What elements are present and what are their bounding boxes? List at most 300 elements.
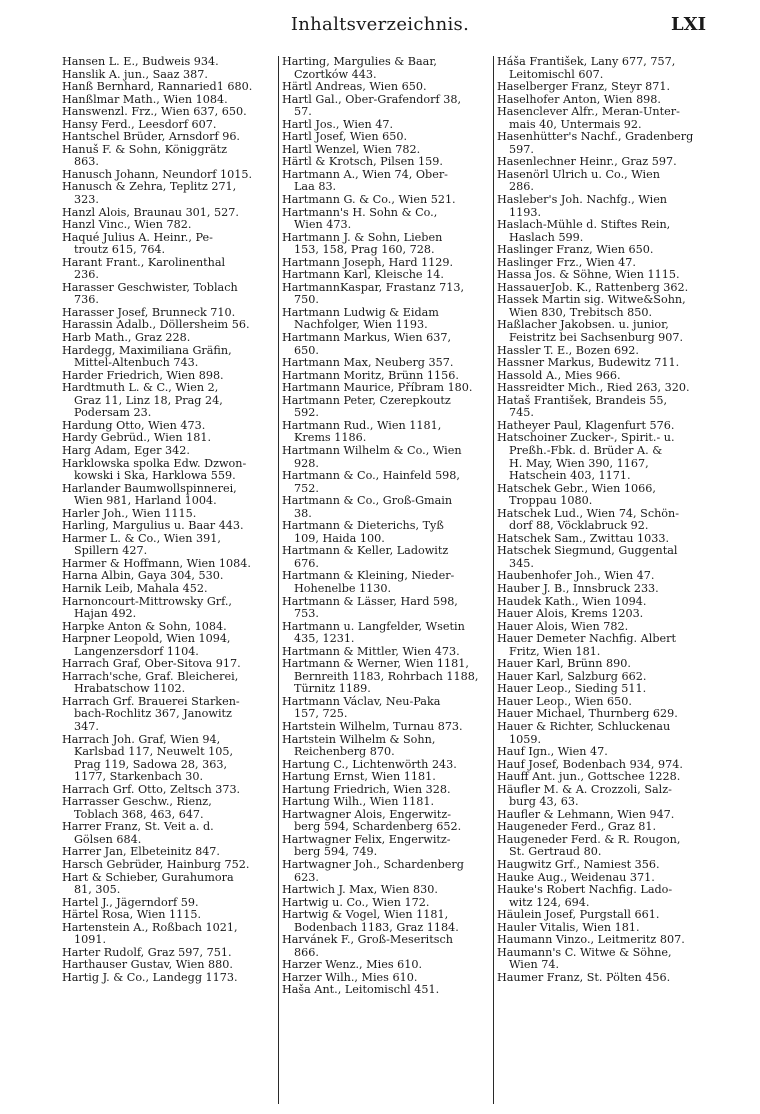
index-entry-line: Harnoncourt-Mittrowsky Grf., <box>62 594 232 608</box>
index-entry-line: Härtl & Krotsch, Pilsen 159. <box>282 155 443 169</box>
index-entry-line: Haufler & Lehmann, Wien 947. <box>497 807 675 821</box>
index-entry-line: Harrach Grf. Otto, Zeltsch 373. <box>62 782 241 796</box>
index-entry <box>282 194 492 207</box>
index-entry-line: Reichenberg 870. <box>294 745 395 759</box>
index-entry-line: HartmannKaspar, Frastanz 713, <box>282 280 465 294</box>
index-entry <box>497 194 709 219</box>
index-entry-line: Harasser Josef, Brunneck 710. <box>62 305 236 319</box>
index-entry <box>282 269 492 282</box>
index-entry <box>497 972 709 985</box>
index-entry-line: Prag 119, Sadowa 28, 363, <box>74 757 228 771</box>
index-entry <box>497 382 709 395</box>
index-entry-line: Hassreidter Mich., Ried 263, 320. <box>497 381 690 395</box>
index-entry <box>62 181 278 206</box>
index-entry-line: Türnitz 1189. <box>294 682 371 696</box>
index-entry-line: Hartmann & Co., Hainfeld 598, <box>282 469 460 483</box>
index-entry-line: 286. <box>509 180 534 194</box>
index-entry-line: Hartung C., Lichtenwörth 243. <box>282 757 457 771</box>
index-entry-line: Hardegg, Maximiliana Gräfin, <box>62 343 232 357</box>
index-entry-line: 753. <box>294 607 319 621</box>
index-entry-line: Harvánek F., Groß-Meseritsch <box>282 933 453 947</box>
index-entry <box>62 445 278 458</box>
index-entry-line: 928. <box>294 456 319 470</box>
index-entry-line: Harrach'sche, Graf. Bleicherei, <box>62 669 239 683</box>
index-entry-line: Haugeneder Ferd., Graz 81. <box>497 820 657 834</box>
index-entry-line: 81, 305. <box>74 883 121 897</box>
index-entry-line: H. May, Wien 390, 1167, <box>509 456 649 470</box>
index-entry-line: berg 594, 749. <box>294 845 378 859</box>
index-entry <box>282 382 492 395</box>
index-entry-line: 597. <box>509 142 534 156</box>
index-entry-line: dorf 88, Vöcklabruck 92. <box>509 519 649 533</box>
index-entry-line: Hrabatschow 1102. <box>74 682 186 696</box>
index-entry <box>282 621 492 646</box>
index-entry-line: Hartmann & Keller, Ladowitz <box>282 544 449 558</box>
index-entry-line: Hassek Martin sig. Witwe&Sohn, <box>497 293 686 307</box>
index-entry-line: Hartmann & Dieterichs, Tyß <box>282 519 444 533</box>
index-entry-line: Hartmann Peter, Czerepkoutz <box>282 393 451 407</box>
index-entry <box>497 294 709 319</box>
index-column-3 <box>497 56 709 984</box>
index-entry-line: Hauer Karl, Salzburg 662. <box>497 669 647 683</box>
index-entry <box>62 922 278 947</box>
index-entry-line: Harrach Joh. Graf, Wien 94, <box>62 732 221 746</box>
index-entry-line: Harklowska spolka Edw. Dzwon- <box>62 456 247 470</box>
index-entry-line: Krems 1186. <box>294 431 367 445</box>
index-entry-line: kowski i Ska, Harklowa 559. <box>74 469 236 483</box>
index-entry-line: Hanzl Alois, Braunau 301, 527. <box>62 205 239 219</box>
index-entry-line: Haßlacher Jakobsen. u. junior, <box>497 318 669 332</box>
index-entry <box>282 834 492 859</box>
index-entry-line: Haumann Vinzo., Leitmeritz 807. <box>497 933 685 947</box>
index-entry-line: Hauber J. B., Innsbruck 233. <box>497 581 659 595</box>
index-entry-line: Hartmann Karl, Kleische 14. <box>282 268 444 282</box>
index-entry-line: Harpner Leopold, Wien 1094, <box>62 632 231 646</box>
index-entry <box>62 533 278 558</box>
index-entry <box>282 282 492 307</box>
index-entry-line: Wien 981, Harland 1004. <box>74 494 217 508</box>
index-entry-line: Harter Rudolf, Graz 597, 751. <box>62 945 232 959</box>
index-entry-line: Harrer Jan, Elbeteinitz 847. <box>62 845 220 859</box>
index-entry-line: Leitomischl 607. <box>509 67 604 81</box>
index-entry <box>282 909 492 934</box>
index-entry <box>282 658 492 696</box>
index-entry-line: Hasenörl Ulrich u. Co., Wien <box>497 167 660 181</box>
index-entry-line: Hauer & Richter, Schluckenau <box>497 719 671 733</box>
index-entry-line: Hauer Leop., Sieding 511. <box>497 682 647 696</box>
index-entry-line: Haselhofer Anton, Wien 898. <box>497 92 661 106</box>
index-entry <box>282 734 492 759</box>
index-entry-line: HassauerJob. K., Rattenberg 362. <box>497 280 689 294</box>
index-entry-line: Hartmann u. Langfelder, Wsetin <box>282 619 465 633</box>
index-entry <box>497 357 709 370</box>
index-entry-line: Hartwig & Vogel, Wien 1181, <box>282 908 449 922</box>
index-entry-line: St. Gertraud 80. <box>509 845 602 859</box>
index-entry <box>282 470 492 495</box>
index-entry-line: Hartenstein A., Roßbach 1021, <box>62 920 238 934</box>
index-entry-line: Hohenelbe 1130. <box>294 581 392 595</box>
index-entry-line: Hartl Jos., Wien 47. <box>282 117 394 131</box>
index-entry <box>282 420 492 445</box>
index-entry-line: Hartwig u. Co., Wien 172. <box>282 895 430 909</box>
index-entry-line: Hartmann & Co., Groß-Gmain <box>282 494 453 508</box>
index-entry <box>497 608 709 621</box>
index-entry-line: 435, 1231. <box>294 632 355 646</box>
index-entry-line: Harrer Franz, St. Veit a. d. <box>62 820 214 834</box>
index-entry-line: 650. <box>294 343 319 357</box>
index-entry-line: Harna Albin, Gaya 304, 530. <box>62 569 224 583</box>
index-entry-line: Hataš František, Brandeis 55, <box>497 393 668 407</box>
index-entry <box>497 784 709 809</box>
index-entry-line: Hanuš F. & Sohn, Königgrätz <box>62 142 228 156</box>
index-entry-line: Harlander Baumwollspinnerei, <box>62 481 237 495</box>
index-entry <box>497 508 709 533</box>
index-entry <box>282 884 492 897</box>
index-entry-line: Hauff Ant. jun., Gottschee 1228. <box>497 770 681 784</box>
index-entry <box>282 232 492 257</box>
index-entry <box>497 244 709 257</box>
index-entry <box>62 596 278 621</box>
index-entry-line: Podersam 23. <box>74 406 152 420</box>
index-entry-line: Hatschek Sam., Zwittau 1033. <box>497 531 670 545</box>
index-entry-line: Wien 74. <box>509 958 560 972</box>
index-entry <box>62 734 278 784</box>
index-entry-line: 745. <box>509 406 534 420</box>
index-entry <box>497 934 709 947</box>
index-entry-line: Haumer Franz, St. Pölten 456. <box>497 970 671 984</box>
index-entry <box>282 332 492 357</box>
index-entry-line: Czortków 443. <box>294 67 377 81</box>
index-entry <box>282 984 492 997</box>
index-entry <box>282 809 492 834</box>
index-entry <box>282 934 492 959</box>
index-entry-line: Hanswenzl. Frz., Wien 637, 650. <box>62 105 247 119</box>
index-entry-line: Hartmann J. & Sohn, Lieben <box>282 230 443 244</box>
index-entry-line: Graz 11, Linz 18, Prag 24, <box>74 393 223 407</box>
index-entry <box>497 583 709 596</box>
index-entry-line: Harb Math., Graz 228. <box>62 331 191 345</box>
index-entry <box>62 633 278 658</box>
index-entry <box>62 972 278 985</box>
index-entry-line: Preßh.-Fbk. d. Brüder A. & <box>509 443 663 457</box>
page-header <box>0 6 760 40</box>
index-entry-line: 866. <box>294 945 319 959</box>
index-entry <box>497 683 709 696</box>
index-entry-line: 157, 725. <box>294 707 348 721</box>
index-entry <box>282 721 492 734</box>
index-entry-line: 736. <box>74 293 99 307</box>
index-entry <box>497 859 709 872</box>
index-entry <box>62 282 278 307</box>
index-entry <box>282 81 492 94</box>
index-entry <box>497 545 709 570</box>
index-entry-line: 57. <box>294 105 312 119</box>
index-entry-line: Mittel-Altenbuch 743. <box>74 356 199 370</box>
index-entry <box>282 207 492 232</box>
index-entry-line: Hauer Karl, Brünn 890. <box>497 657 631 671</box>
index-entry-line: Harnik Leib, Mahala 452. <box>62 581 208 595</box>
index-entry-line: Hauer Leop., Wien 650. <box>497 694 632 708</box>
index-entry-line: Hasleber's Joh. Nachfg., Wien <box>497 193 668 207</box>
index-entry-line: Hartmann Václav, Neu-Paka <box>282 694 441 708</box>
index-entry <box>497 947 709 972</box>
index-entry-line: Hartmann Markus, Wien 637, <box>282 331 451 345</box>
index-entry <box>282 696 492 721</box>
index-entry-line: Hansy Ferd., Leesdorf 607. <box>62 117 217 131</box>
index-entry-line: Hauer Demeter Nachfig. Albert <box>497 632 676 646</box>
column-divider <box>278 56 279 1104</box>
index-entry-line: Harmer L. & Co., Wien 391, <box>62 531 221 545</box>
page-number: LXI <box>670 14 706 35</box>
index-entry-line: Feistritz bei Sachsenburg 907. <box>509 331 684 345</box>
index-entry <box>497 106 709 131</box>
index-entry <box>62 131 278 144</box>
index-entry-line: troutz 615, 764. <box>74 243 166 257</box>
index-entry <box>62 696 278 734</box>
index-entry <box>62 232 278 257</box>
index-entry-line: Hatschoiner Zucker-, Spirit.- u. <box>497 431 675 445</box>
index-entry-line: Hartl Gal., Ober-Grafendorf 38, <box>282 92 461 106</box>
index-entry-line: Harrach Grf. Brauerei Starken- <box>62 694 240 708</box>
index-entry-line: Hartmann's H. Sohn & Co., <box>282 205 438 219</box>
index-entry <box>62 458 278 483</box>
index-entry <box>62 658 278 671</box>
index-entry <box>497 909 709 922</box>
index-entry <box>62 821 278 846</box>
index-entry <box>282 169 492 194</box>
index-entry-line: 1059. <box>509 732 542 746</box>
index-entry-line: Hartig J. & Co., Landegg 1173. <box>62 970 238 984</box>
index-entry-line: Haslach-Mühle d. Stiftes Rein, <box>497 218 671 232</box>
index-entry <box>62 671 278 696</box>
index-entry-line: 153, 158, Prag 160, 728. <box>294 243 435 257</box>
index-entry-line: 109, Haida 100. <box>294 531 385 545</box>
index-entry-line: Hartmann & Mittler, Wien 473. <box>282 644 460 658</box>
index-entry-line: Harzer Wenz., Mies 610. <box>282 958 423 972</box>
index-entry-line: Hardung Otto, Wien 473. <box>62 418 206 432</box>
index-entry <box>282 56 492 81</box>
index-entry-line: Hartmann Wilhelm & Co., Wien <box>282 443 462 457</box>
index-entry-line: Häufler M. & A. Crozzoli, Salz- <box>497 782 672 796</box>
index-entry-line: Hartung Ernst, Wien 1181. <box>282 770 436 784</box>
index-entry-line: 1091. <box>74 933 107 947</box>
index-entry-line: Haslach 599. <box>509 230 584 244</box>
index-entry-line: Hantschel Brüder, Arnsdorf 96. <box>62 130 240 144</box>
index-entry <box>282 570 492 595</box>
index-entry <box>282 94 492 119</box>
index-entry-line: Spillern 427. <box>74 544 148 558</box>
index-entry-line: burg 43, 63. <box>509 795 579 809</box>
index-entry-line: Haselberger Franz, Steyr 871. <box>497 80 671 94</box>
index-entry-line: Hartwagner Felix, Engerwitz- <box>282 832 451 846</box>
index-entry <box>282 131 492 144</box>
index-entry-line: Hartmann Max, Neuberg 357. <box>282 356 454 370</box>
index-entry-line: Nachfolger, Wien 1193. <box>294 318 428 332</box>
index-entry-line: Hardy Gebrüd., Wien 181. <box>62 431 212 445</box>
index-column-2 <box>282 56 492 997</box>
index-entry <box>282 495 492 520</box>
index-entry <box>282 445 492 470</box>
index-entry-line: 38. <box>294 506 312 520</box>
index-entry-line: Hartmann A., Wien 74, Ober- <box>282 167 448 181</box>
index-entry-line: Hartmann & Kleining, Nieder- <box>282 569 455 583</box>
index-entry-line: Haumann's C. Witwe & Söhne, <box>497 945 672 959</box>
index-entry-line: Hajan 492. <box>74 607 137 621</box>
index-entry-line: Harrasser Geschw., Rienz, <box>62 795 212 809</box>
index-entry <box>62 520 278 533</box>
index-entry-line: Harmer & Hoffmann, Wien 1084. <box>62 556 251 570</box>
index-entry-line: Härtel Rosa, Wien 1115. <box>62 908 201 922</box>
index-entry-line: Haqué Julius A. Heinr., Pe- <box>62 230 213 244</box>
index-entry <box>62 909 278 922</box>
index-entry-line: Hansen L. E., Budweis 934. <box>62 55 219 68</box>
index-entry <box>62 872 278 897</box>
index-entry-line: Hartung Wilh., Wien 1181. <box>282 795 435 809</box>
column-divider <box>493 56 494 1104</box>
index-entry-line: Harsch Gebrüder, Hainburg 752. <box>62 858 250 871</box>
index-entry-line: Hatheyer Paul, Klagenfurt 576. <box>497 418 675 432</box>
index-entry-line: Hardtmuth L. & C., Wien 2, <box>62 381 219 395</box>
index-entry-line: Hauke Aug., Weidenau 371. <box>497 870 655 884</box>
index-entry <box>497 269 709 282</box>
index-entry-line: Harder Friedrich, Wien 898. <box>62 368 224 382</box>
index-entry-line: Harant Frant., Karolinenthal <box>62 255 226 269</box>
index-entry-line: 592. <box>294 406 319 420</box>
index-entry <box>62 257 278 282</box>
index-entry-line: bach-Rochlitz 367, Janowitz <box>74 707 232 721</box>
index-entry-line: 323. <box>74 193 99 207</box>
index-entry-line: Härtl Andreas, Wien 650. <box>282 80 427 94</box>
index-entry <box>282 796 492 809</box>
index-entry-line: Hartmann Ludwig & Eidam <box>282 305 439 319</box>
index-entry-line: 752. <box>294 481 319 495</box>
index-entry <box>497 721 709 746</box>
index-entry-line: Hasenhütter's Nachf., Gradenberg <box>497 130 694 144</box>
index-entry-line: Hanusch & Zehra, Teplitz 271, <box>62 180 237 194</box>
index-entry-line: Hart & Schieber, Gurahumora <box>62 870 234 884</box>
index-entry <box>62 796 278 821</box>
index-entry-line: Hassler T. E., Bozen 692. <box>497 343 639 357</box>
index-entry-line: Hartwagner Joh., Schardenberg <box>282 858 464 871</box>
index-entry <box>62 859 278 872</box>
index-entry-line: Hartmann & Werner, Wien 1181, <box>282 657 469 671</box>
index-entry-line: Harthauser Gustav, Wien 880. <box>62 958 233 972</box>
index-entry-line: Fritz, Wien 181. <box>509 644 601 658</box>
index-entry <box>62 483 278 508</box>
index-entry-line: 347. <box>74 719 99 733</box>
index-entry <box>62 382 278 420</box>
index-entry-line: Hartl Wenzel, Wien 782. <box>282 142 421 156</box>
index-entry-line: Hartwagner Alois, Engerwitz- <box>282 807 452 821</box>
index-entry <box>497 658 709 671</box>
index-entry-line: Hauf Josef, Bodenbach 934, 974. <box>497 757 683 771</box>
index-entry-line: Hartstein Wilhelm & Sohn, <box>282 732 436 746</box>
index-entry-line: Hanßlmar Math., Wien 1084. <box>62 92 228 106</box>
index-entry-line: Haša Ant., Leitomischl 451. <box>282 983 440 997</box>
index-entry-line: 345. <box>509 556 534 570</box>
index-entry <box>497 131 709 156</box>
index-entry-line: Harassin Adalb., Döllersheim 56. <box>62 318 250 332</box>
index-entry-line: Laa 83. <box>294 180 337 194</box>
index-entry-line: Häulein Josef, Purgstall 661. <box>497 908 660 922</box>
index-entry-line: Haugeneder Ferd. & R. Rougon, <box>497 832 681 846</box>
index-entry-line: Haubenhofer Joh., Wien 47. <box>497 569 655 583</box>
index-entry-line: Hatschek Gebr., Wien 1066, <box>497 481 656 495</box>
index-entry-line: Hartmann Moritz, Brünn 1156. <box>282 368 459 382</box>
index-entry-line: 676. <box>294 556 319 570</box>
index-entry-line: Hanusch Johann, Neundorf 1015. <box>62 167 253 181</box>
index-entry <box>282 859 492 884</box>
index-entry-line: Háša František, Lany 677, 757, <box>497 55 676 68</box>
index-entry-line: Harasser Geschwister, Toblach <box>62 280 238 294</box>
index-entry <box>497 771 709 784</box>
index-entry <box>497 884 709 909</box>
index-entry <box>62 332 278 345</box>
index-entry <box>62 219 278 232</box>
index-entry <box>62 56 278 69</box>
index-entry-line: Hatschein 403, 1171. <box>509 469 631 483</box>
index-entry-line: 750. <box>294 293 319 307</box>
index-entry-line: Hauke's Robert Nachfig. Lado- <box>497 883 673 897</box>
index-entry-line: Hauler Vitalis, Wien 181. <box>497 920 640 934</box>
index-entry-line: Hanß Bernhard, Rannaried1 680. <box>62 80 253 94</box>
index-entry-line: Hartmann Joseph, Hard 1129. <box>282 255 454 269</box>
index-entry-line: 1193. <box>509 205 542 219</box>
index-entry <box>62 345 278 370</box>
index-entry-line: Hasenclever Alfr., Meran-Unter- <box>497 105 680 119</box>
index-entry-line: Hartmann Maurice, Příbram 180. <box>282 381 473 395</box>
index-entry <box>282 307 492 332</box>
index-entry-line: Haslinger Franz, Wien 650. <box>497 243 654 257</box>
index-column-1 <box>62 56 278 984</box>
index-entry <box>497 395 709 420</box>
index-entry-line: Hassa Jos. & Söhne, Wien 1115. <box>497 268 680 282</box>
index-entry-line: Hauf Ign., Wien 47. <box>497 745 608 759</box>
index-entry-line: Hanzl Vinc., Wien 782. <box>62 218 192 232</box>
index-entry-line: Harler Joh., Wien 1115. <box>62 506 197 520</box>
index-entry <box>497 169 709 194</box>
index-entry-line: 236. <box>74 268 99 282</box>
index-entry-line: Harling, Margulius u. Baar 443. <box>62 519 244 533</box>
index-entry-line: Harpke Anton & Sohn, 1084. <box>62 619 227 633</box>
index-entry-line: Harting, Margulies & Baar, <box>282 55 437 68</box>
index-entry-line: Hauer Alois, Krems 1203. <box>497 607 644 621</box>
index-entry-line: Hasenlechner Heinr., Graz 597. <box>497 155 677 169</box>
index-entry-line: Hartel J., Jägerndorf 59. <box>62 895 199 909</box>
index-entry <box>282 545 492 570</box>
index-entry-line: Harzer Wilh., Mies 610. <box>282 970 418 984</box>
index-entry-line: Bernreith 1183, Rohrbach 1188, <box>294 669 479 683</box>
index-entry <box>497 746 709 759</box>
index-entry-line: Karlsbad 117, Neuwelt 105, <box>74 745 234 759</box>
index-entry <box>62 583 278 596</box>
index-entry <box>497 483 709 508</box>
index-entry-line: Haslinger Frz., Wien 47. <box>497 255 636 269</box>
index-entry <box>497 56 709 81</box>
index-entry-line: Hassner Markus, Budewitz 711. <box>497 356 680 370</box>
index-entry <box>62 81 278 94</box>
index-entry-line: Harg Adam, Eger 342. <box>62 443 190 457</box>
index-entry-line: Hartmann Rud., Wien 1181, <box>282 418 442 432</box>
index-entry-line: Haugwitz Grf., Namiest 356. <box>497 858 660 871</box>
index-entry-line: Langenzersdorf 1104. <box>74 644 199 658</box>
index-entry-line: Hartstein Wilhelm, Turnau 873. <box>282 719 463 733</box>
index-entry-line: Toblach 368, 463, 647. <box>74 807 204 821</box>
index-entry-line: berg 594, Schardenberg 652. <box>294 820 462 834</box>
index-entry <box>497 81 709 94</box>
index-entry-line: Hauer Alois, Wien 782. <box>497 619 629 633</box>
index-entry-line: Hatschek Siegmund, Guggental <box>497 544 678 558</box>
